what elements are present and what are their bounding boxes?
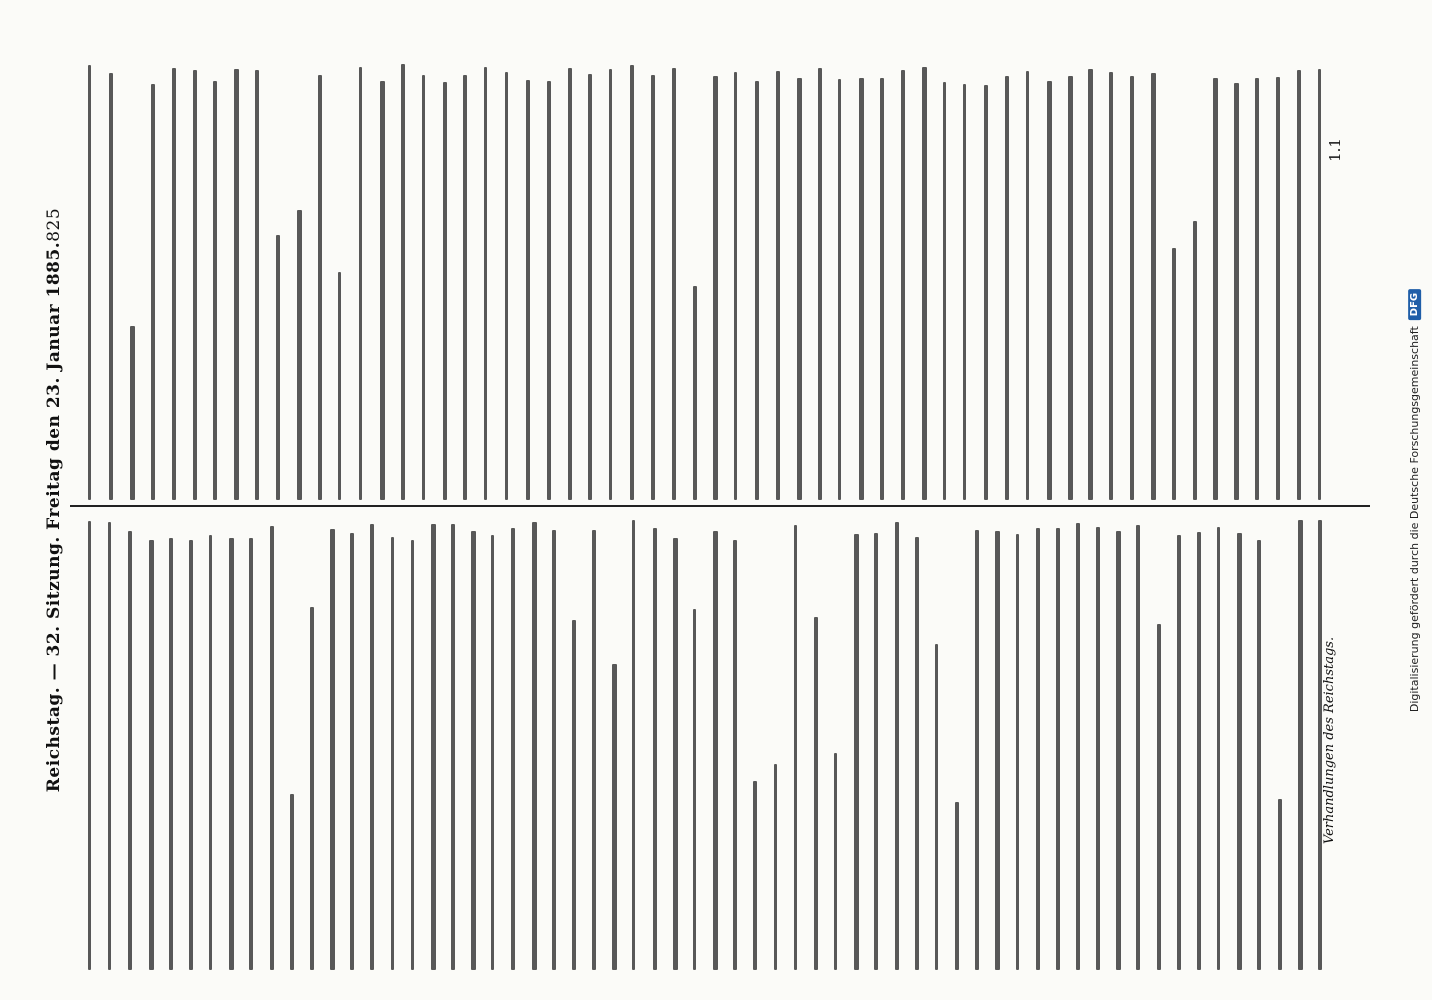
text-line (797, 78, 802, 500)
text-line (1026, 71, 1029, 500)
text-line (1096, 527, 1100, 970)
header-title: Reichstag. — 32. Sitzung. Freitag den 23. Januar 1885. (44, 241, 65, 793)
text-line (1157, 624, 1161, 970)
text-line (653, 528, 657, 970)
text-line (588, 74, 592, 500)
text-line (854, 534, 859, 970)
text-line (814, 617, 818, 970)
text-line (380, 81, 385, 500)
text-line (955, 802, 959, 970)
footer-line (1315, 515, 1345, 965)
text-line (943, 82, 946, 500)
text-line (431, 524, 436, 970)
text-line (130, 326, 135, 500)
text-line (443, 82, 447, 500)
text-line (935, 644, 938, 970)
text-line (1016, 534, 1019, 970)
text-line (189, 540, 193, 970)
text-line (1056, 528, 1060, 970)
text-line (1005, 76, 1009, 500)
text-line (359, 67, 362, 500)
text-line (672, 68, 676, 500)
text-line (713, 76, 718, 500)
text-line (1109, 72, 1113, 500)
text-line (249, 538, 253, 970)
column-divider (70, 505, 1370, 507)
text-line (995, 531, 1000, 970)
text-line (471, 531, 476, 970)
text-line (108, 522, 111, 970)
text-line (859, 78, 864, 500)
text-line (229, 538, 234, 970)
text-line (568, 68, 572, 500)
text-line (572, 620, 576, 970)
text-line (1278, 799, 1282, 970)
text-line (1255, 78, 1259, 500)
text-line (651, 75, 655, 500)
text-line (330, 529, 335, 970)
text-line (213, 81, 217, 500)
running-header (30, 50, 78, 950)
text-line (1276, 77, 1280, 500)
text-line (193, 70, 197, 500)
text-line (1297, 70, 1301, 500)
text-line (1130, 76, 1134, 500)
text-line (612, 664, 617, 970)
text-line (713, 531, 718, 970)
text-line (1193, 221, 1197, 500)
text-line (632, 520, 635, 970)
text-line (733, 540, 737, 970)
dfg-logo: DFG (1409, 288, 1422, 319)
text-line (310, 607, 314, 970)
text-line (350, 533, 354, 970)
credit-text: Digitalisierung gefördert durch die Deutsche Forschungsgemeinschaft (1408, 325, 1422, 712)
text-line (505, 72, 508, 500)
text-column-right (80, 60, 1330, 500)
text-line (755, 81, 759, 500)
text-column-left (80, 515, 1330, 970)
text-line (209, 535, 212, 970)
text-line (774, 764, 777, 970)
text-line (234, 69, 239, 500)
text-line (532, 522, 537, 970)
text-line (776, 71, 780, 500)
text-line (547, 81, 551, 500)
text-line (151, 84, 155, 500)
text-line (270, 526, 274, 970)
text-line (753, 781, 757, 970)
text-line (1136, 525, 1140, 970)
text-line (1213, 78, 1218, 500)
text-line (1234, 83, 1239, 500)
text-line (630, 65, 634, 500)
text-line (491, 535, 494, 970)
text-line (370, 524, 374, 970)
text-line (1068, 76, 1073, 500)
text-line (818, 68, 822, 500)
text-line (411, 540, 414, 970)
text-line (693, 609, 696, 970)
text-line (834, 753, 837, 970)
text-line (1036, 528, 1040, 970)
text-line (794, 525, 797, 970)
text-line (172, 68, 176, 500)
text-line (734, 72, 737, 500)
text-line (149, 540, 154, 970)
page-number: 825 (44, 207, 65, 242)
text-line (276, 235, 280, 500)
small-mark (1320, 130, 1350, 170)
text-line (922, 67, 927, 500)
text-line (1257, 540, 1261, 970)
text-line (169, 538, 173, 970)
text-line (880, 78, 884, 500)
text-line (1047, 81, 1052, 500)
text-line (338, 272, 341, 500)
text-line (128, 531, 132, 970)
text-line (1197, 532, 1201, 970)
text-line (1237, 533, 1242, 970)
text-line (1172, 248, 1176, 500)
text-line (609, 69, 612, 500)
footer-text: Verhandlungen des Reichstags. (1322, 636, 1338, 844)
text-line (318, 75, 322, 500)
text-line (1217, 527, 1220, 970)
text-line (1088, 69, 1093, 500)
digitization-credit (1400, 30, 1430, 970)
text-line (290, 794, 294, 970)
text-line (109, 73, 113, 500)
text-line (673, 538, 678, 970)
text-line (297, 210, 302, 500)
text-line (1177, 535, 1181, 970)
text-line (511, 528, 515, 970)
text-line (1151, 73, 1156, 500)
text-line (88, 65, 91, 500)
text-line (463, 75, 467, 500)
text-line (391, 537, 394, 970)
text-line (901, 70, 905, 500)
text-line (895, 522, 899, 970)
text-line (255, 70, 259, 500)
text-line (838, 79, 841, 500)
text-line (874, 533, 878, 970)
text-line (693, 286, 697, 500)
text-line (422, 75, 425, 500)
text-line (484, 67, 487, 500)
text-line (1116, 531, 1121, 970)
text-line (592, 530, 596, 970)
text-line (401, 64, 405, 500)
text-line (552, 530, 556, 970)
text-line (984, 85, 988, 500)
text-line (526, 80, 530, 500)
text-line (915, 537, 919, 970)
text-line (1076, 523, 1080, 970)
text-line (451, 524, 455, 970)
text-line (1298, 520, 1303, 970)
small-mark-text: 1.1 (1325, 138, 1344, 162)
text-line (963, 84, 966, 500)
text-line (975, 530, 979, 970)
text-line (88, 521, 91, 970)
